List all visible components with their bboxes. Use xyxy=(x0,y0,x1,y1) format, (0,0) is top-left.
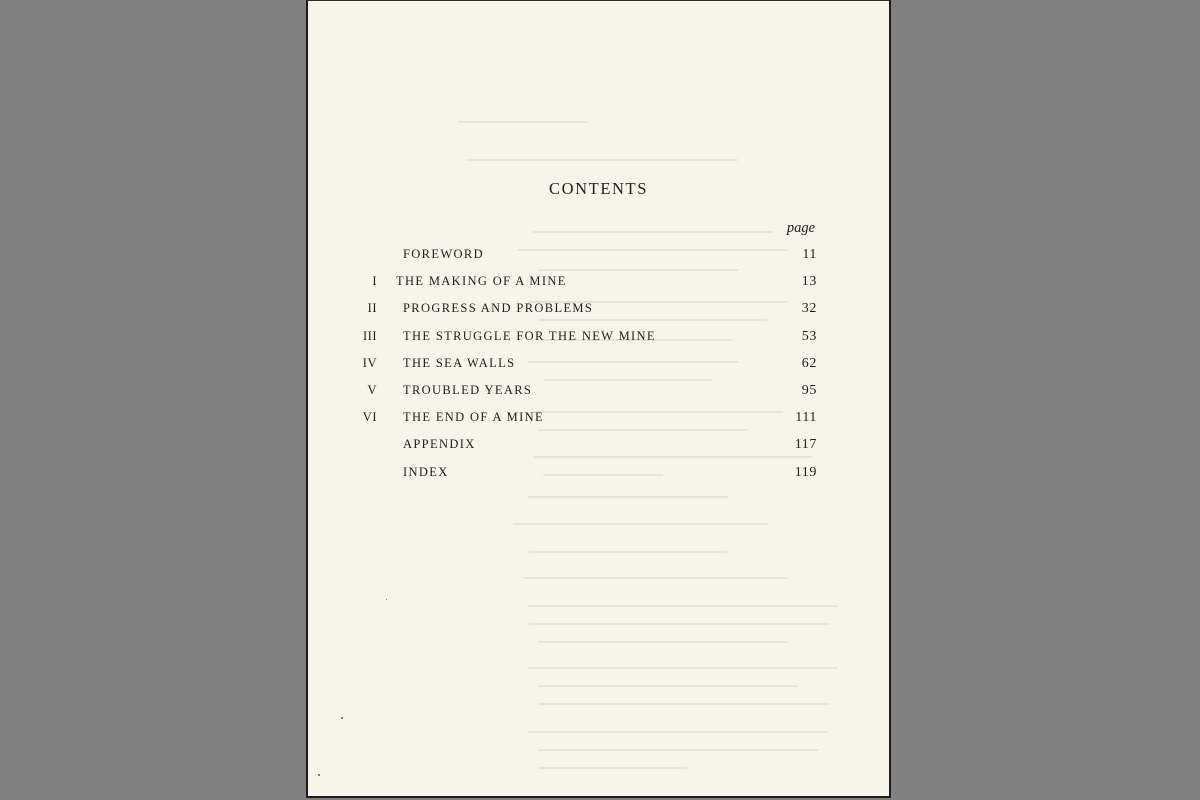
contents-title: CONTENTS xyxy=(549,179,648,198)
toc-entry-chapter-1 xyxy=(308,274,889,294)
toc-label: APPENDIX xyxy=(403,437,476,451)
toc-label: THE MAKING OF A MINE xyxy=(396,274,567,288)
toc-label: THE STRUGGLE FOR THE NEW MINE xyxy=(403,329,656,343)
toc-entry-foreword xyxy=(308,247,889,267)
toc-page-number: 13 xyxy=(801,274,817,289)
toc-entry-chapter-2 xyxy=(308,301,889,321)
toc-label: PROGRESS AND PROBLEMS xyxy=(403,301,594,315)
toc-entry-index xyxy=(308,465,889,485)
toc-numeral: I xyxy=(372,274,377,288)
page-column-heading: page xyxy=(786,220,815,236)
dust-speck xyxy=(318,774,320,776)
toc-page-number: 53 xyxy=(801,329,817,344)
toc-page-number: 62 xyxy=(801,356,817,371)
toc-numeral: VI xyxy=(362,410,377,424)
dust-speck xyxy=(341,717,343,719)
dust-speck xyxy=(386,599,387,600)
toc-label: TROUBLED YEARS xyxy=(403,383,533,397)
toc-entry-chapter-4 xyxy=(308,356,889,376)
toc-page-number: 111 xyxy=(795,410,817,425)
toc-entry-chapter-5 xyxy=(308,383,889,403)
toc-page-number: 32 xyxy=(801,301,817,316)
toc-page-number: 119 xyxy=(794,465,817,480)
toc-entry-chapter-6 xyxy=(308,410,889,430)
toc-page-number: 95 xyxy=(801,383,817,398)
toc-label: THE END OF A MINE xyxy=(403,410,545,424)
toc-entry-chapter-3 xyxy=(308,329,889,349)
toc-numeral: II xyxy=(367,301,377,315)
toc-label: INDEX xyxy=(403,465,449,479)
toc-page-number: 117 xyxy=(794,437,817,452)
toc-numeral: IV xyxy=(362,356,377,370)
toc-label: FOREWORD xyxy=(403,247,484,261)
toc-numeral: V xyxy=(367,383,377,397)
toc-page-number: 11 xyxy=(802,247,817,262)
toc-label: THE SEA WALLS xyxy=(403,356,516,370)
toc-numeral: III xyxy=(363,329,377,343)
toc-entry-appendix xyxy=(308,437,889,457)
scanned-page xyxy=(306,0,891,798)
